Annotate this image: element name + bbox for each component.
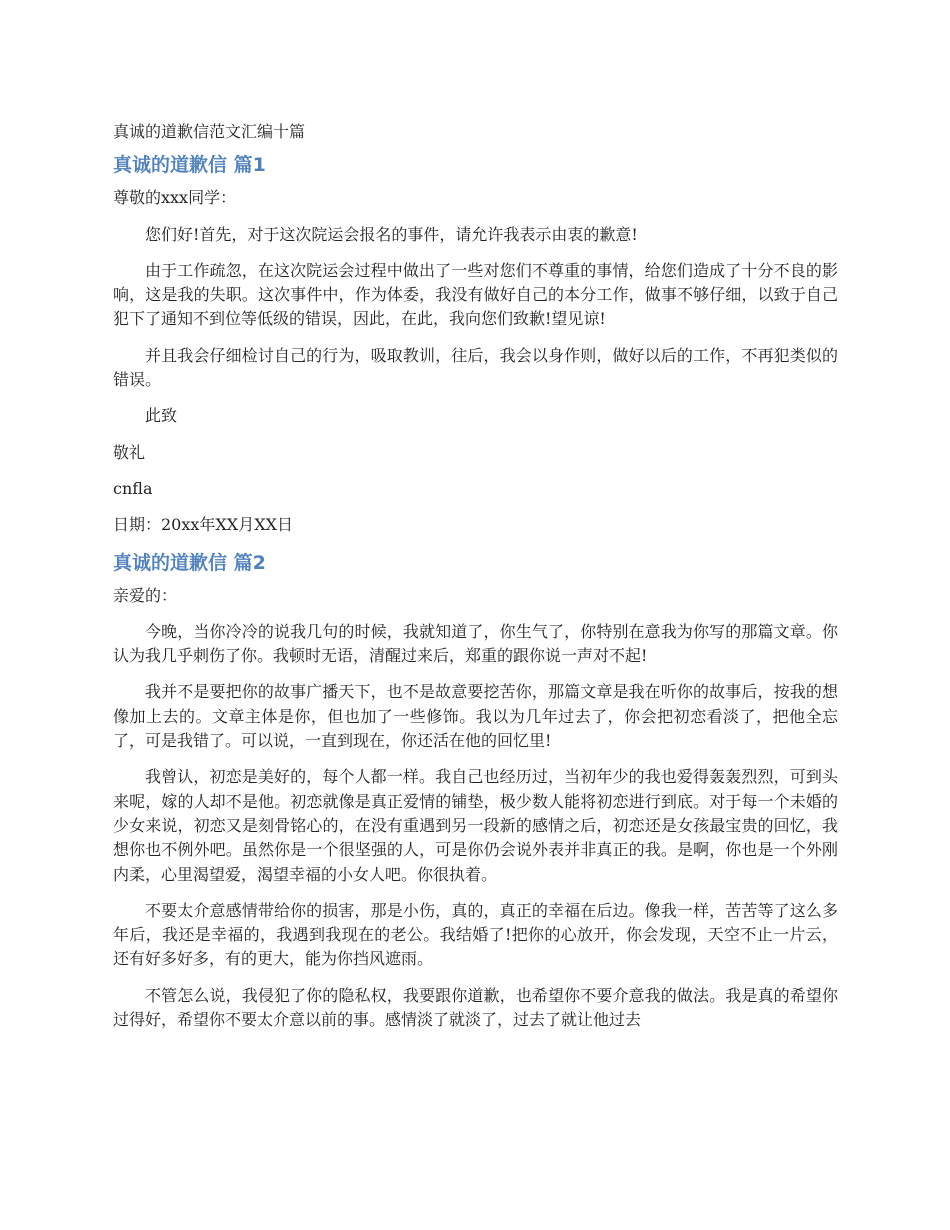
paragraph: 今晚，当你冷冷的说我几句的时候，我就知道了，你生气了，你特别在意我为你写的那篇文章。你认为我几乎刺伤了你。我顿时无语，清醒过来后，郑重的跟你说一声对不起!	[113, 621, 838, 666]
section-2	[113, 550, 838, 1033]
paragraph: 您们好!首先，对于这次院运会报名的事件，请允许我表示由衷的歉意!	[145, 224, 638, 244]
salutation: 亲爱的：	[113, 585, 178, 605]
document-title: 真诚的道歉信范文汇编十篇	[113, 122, 306, 141]
paragraph: 不管怎么说，我侵犯了你的隐私权，我要跟你道歉，也希望你不要介意我的做法。我是真的希望你过得好，希望你不要太介意以前的事。感情淡了就淡了，过去了就让他过去	[113, 985, 838, 1030]
date-line: 日期：20xx年XX月XX日	[113, 515, 293, 535]
paragraph: 并且我会仔细检讨自己的行为，吸取教训，往后，我会以身作则，做好以后的工作，不再犯类似的错误。	[113, 345, 838, 390]
signature: cnfla	[113, 478, 153, 498]
closing-regards: 敬礼	[113, 442, 146, 462]
salutation: 尊敬的xxx同学：	[113, 188, 237, 208]
paragraph: 不要太介意感情带给你的损害，那是小伤，真的，真正的幸福在后边。像我一样，苦苦等了这么多年后，我还是幸福的，我遇到我现在的老公。我结婚了!把你的心放开，你会发现，天空不止一片云，还有好多好多，有的更大，能为你挡风遮雨。	[113, 900, 838, 969]
paragraph: 我曾认，初恋是美好的，每个人都一样。我自己也经历过，当初年少的我也爱得轰轰烈烈，可到头来呢，嫁的人却不是他。初恋就像是真正爱情的铺垫，极少数人能将初恋进行到底。对于每一个未婚的少女来说，初恋又是刻骨铭心的，在没有重遇到另一段新的感情之后，初恋还是女孩最宝贵的回忆，我想你也不例外吧。虽然你是一个很坚强的人，可是你仍会说外表并非真正的我。是啊，你也是一个外刚内柔，心里渴望爱，渴望幸福的小女人吧。你很执着。	[113, 767, 838, 884]
closing-line: 此致	[145, 406, 178, 426]
paragraph: 由于工作疏忽，在这次院运会过程中做出了一些对您们不尊重的事情，给您们造成了十分不良的影响，这是我的失职。这次事件中，作为体委，我没有做好自己的本分工作，做事不够仔细，以致于自己犯下了通知不到位等低级的错误，因此，在此，我向您们致歉!望见谅!	[113, 260, 838, 329]
section-heading: 真诚的道歉信 篇2	[113, 551, 266, 574]
paragraph: 我并不是要把你的故事广播天下，也不是故意要挖苦你，那篇文章是我在听你的故事后，按我的想像加上去的。文章主体是你，但也加了一些修饰。我以为几年过去了，你会把初恋看淡了，把他全忘了，可是我错了。可以说，一直到现在，你还活在他的回忆里!	[113, 682, 838, 751]
section-heading: 真诚的道歉信 篇1	[113, 154, 266, 177]
section-1	[113, 152, 838, 537]
document-page	[113, 120, 838, 1044]
